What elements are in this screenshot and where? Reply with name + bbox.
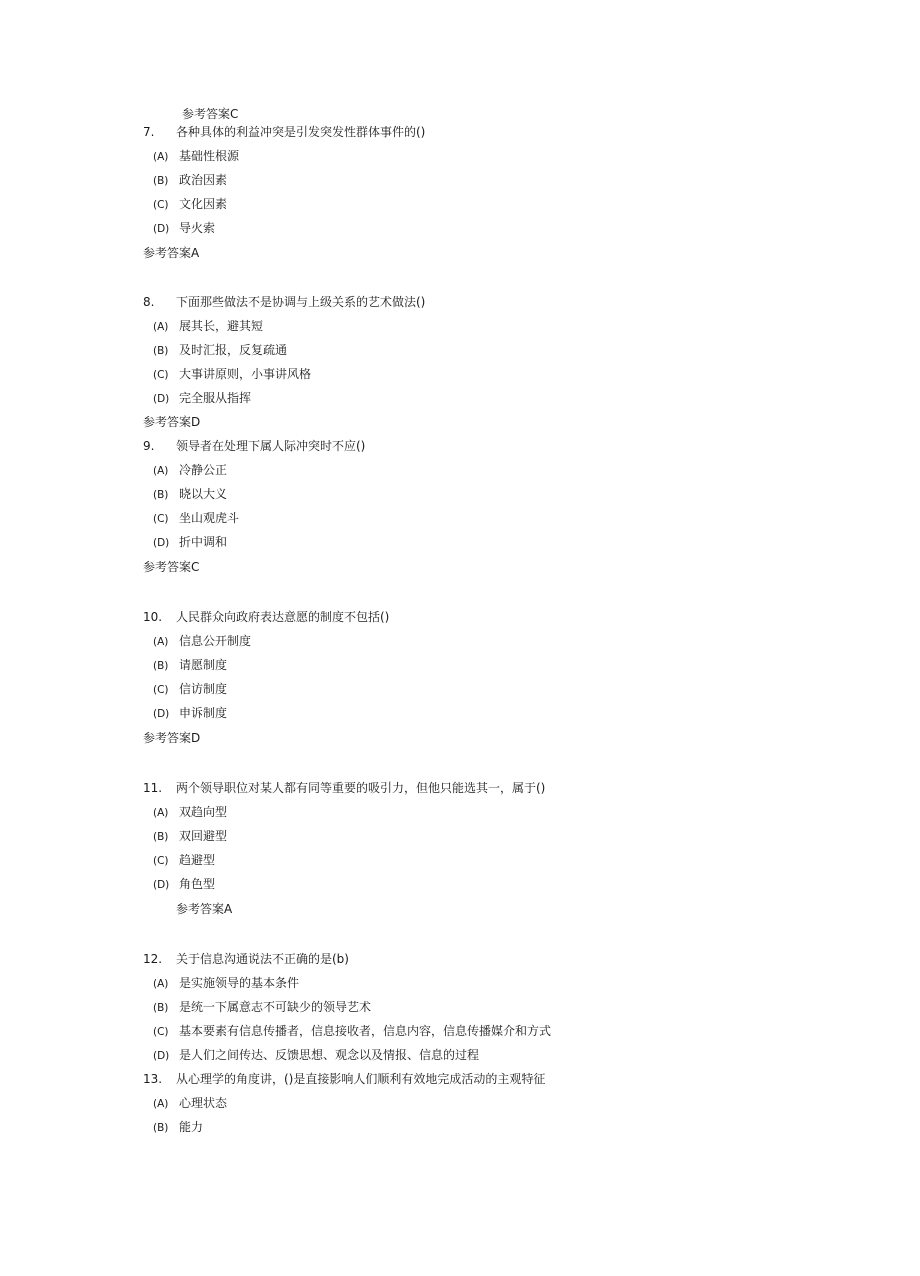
question-13-number: 13. (143, 1072, 163, 1086)
q11-option-c-label: (C) (153, 855, 169, 867)
q13-option-a-text: 心理状态 (179, 1096, 228, 1110)
q8-option-b-text: 及时汇报，反复疏通 (179, 343, 288, 357)
q11-option-d-label: (D) (153, 879, 170, 891)
q7-option-b-text: 政治因素 (179, 173, 228, 187)
q8-option-b-label: (B) (153, 345, 169, 357)
q11-option-a-label: (A) (153, 807, 169, 819)
question-10-answer: 参考答案D (143, 731, 201, 745)
answer-preface: 参考答案C (182, 107, 239, 121)
q7-option-a-label: (A) (153, 151, 169, 163)
question-7-answer: 参考答案A (143, 246, 200, 260)
question-12-number: 12. (143, 952, 163, 966)
question-13-text: 从心理学的角度讲，()是直接影响人们顺利有效地完成活动的主观特征 (176, 1072, 546, 1086)
q9-option-c-label: (C) (153, 513, 169, 525)
q10-option-b-label: (B) (153, 660, 169, 672)
q12-option-b-label: (B) (153, 1002, 169, 1014)
q9-option-c-text: 坐山观虎斗 (179, 511, 240, 525)
q9-option-a-label: (A) (153, 465, 169, 477)
q11-option-b-label: (B) (153, 831, 169, 843)
question-9-number: 9. (143, 439, 155, 453)
question-7-number: 7. (143, 125, 155, 139)
q9-option-a-text: 冷静公正 (179, 463, 228, 477)
q8-option-a-label: (A) (153, 321, 169, 333)
q7-option-c-text: 文化因素 (179, 197, 228, 211)
q8-option-a-text: 展其长，避其短 (179, 319, 264, 333)
question-12-text: 关于信息沟通说法不正确的是(b) (176, 952, 349, 966)
q8-option-c-text: 大事讲原则，小事讲风格 (179, 367, 312, 381)
q10-option-a-label: (A) (153, 636, 169, 648)
q12-option-b-text: 是统一下属意志不可缺少的领导艺术 (179, 1000, 372, 1014)
question-9-answer: 参考答案C (143, 560, 200, 574)
question-11-answer: 参考答案A (176, 902, 233, 916)
q10-option-b-text: 请愿制度 (179, 658, 228, 672)
question-11-text: 两个领导职位对某人都有同等重要的吸引力，但他只能选其一，属于() (176, 781, 546, 795)
q12-option-a-label: (A) (153, 978, 169, 990)
question-9-text: 领导者在处理下属人际冲突时不应() (176, 439, 366, 453)
q7-option-d-text: 导火索 (179, 221, 216, 235)
q11-option-c-text: 趋避型 (179, 853, 216, 867)
q9-option-d-text: 折中调和 (179, 535, 228, 549)
q10-option-c-label: (C) (153, 684, 169, 696)
q7-option-a-text: 基础性根源 (179, 149, 240, 163)
q13-option-a-label: (A) (153, 1098, 169, 1110)
q13-option-b-label: (B) (153, 1122, 169, 1134)
q11-option-d-text: 角色型 (179, 877, 216, 891)
question-7-text: 各种具体的利益冲突是引发突发性群体事件的() (176, 125, 426, 139)
q9-option-b-text: 晓以大义 (179, 487, 228, 501)
q11-option-b-text: 双回避型 (179, 829, 228, 843)
q12-option-c-label: (C) (153, 1026, 169, 1038)
q10-option-d-text: 申诉制度 (179, 706, 228, 720)
question-8-text: 下面那些做法不是协调与上级关系的艺术做法() (176, 295, 426, 309)
q12-option-c-text: 基本要素有信息传播者，信息接收者，信息内容，信息传播媒介和方式 (179, 1024, 552, 1038)
question-8-number: 8. (143, 295, 155, 309)
q10-option-c-text: 信访制度 (179, 682, 228, 696)
q7-option-b-label: (B) (153, 175, 169, 187)
q7-option-c-label: (C) (153, 199, 169, 211)
q10-option-a-text: 信息公开制度 (179, 634, 252, 648)
q10-option-d-label: (D) (153, 708, 170, 720)
q13-option-b-text: 能力 (179, 1120, 204, 1134)
q9-option-d-label: (D) (153, 537, 170, 549)
q8-option-d-label: (D) (153, 393, 170, 405)
question-10-number: 10. (143, 610, 163, 624)
q9-option-b-label: (B) (153, 489, 169, 501)
q12-option-d-label: (D) (153, 1050, 170, 1062)
q11-option-a-text: 双趋向型 (179, 805, 228, 819)
question-10-text: 人民群众向政府表达意愿的制度不包括() (176, 610, 390, 624)
q12-option-a-text: 是实施领导的基本条件 (179, 976, 300, 990)
question-8-answer: 参考答案D (143, 415, 201, 429)
q8-option-c-label: (C) (153, 369, 169, 381)
question-11-number: 11. (143, 781, 163, 795)
q8-option-d-text: 完全服从指挥 (179, 391, 252, 405)
q7-option-d-label: (D) (153, 223, 170, 235)
q12-option-d-text: 是人们之间传达、反馈思想、观念以及情报、信息的过程 (179, 1048, 480, 1062)
